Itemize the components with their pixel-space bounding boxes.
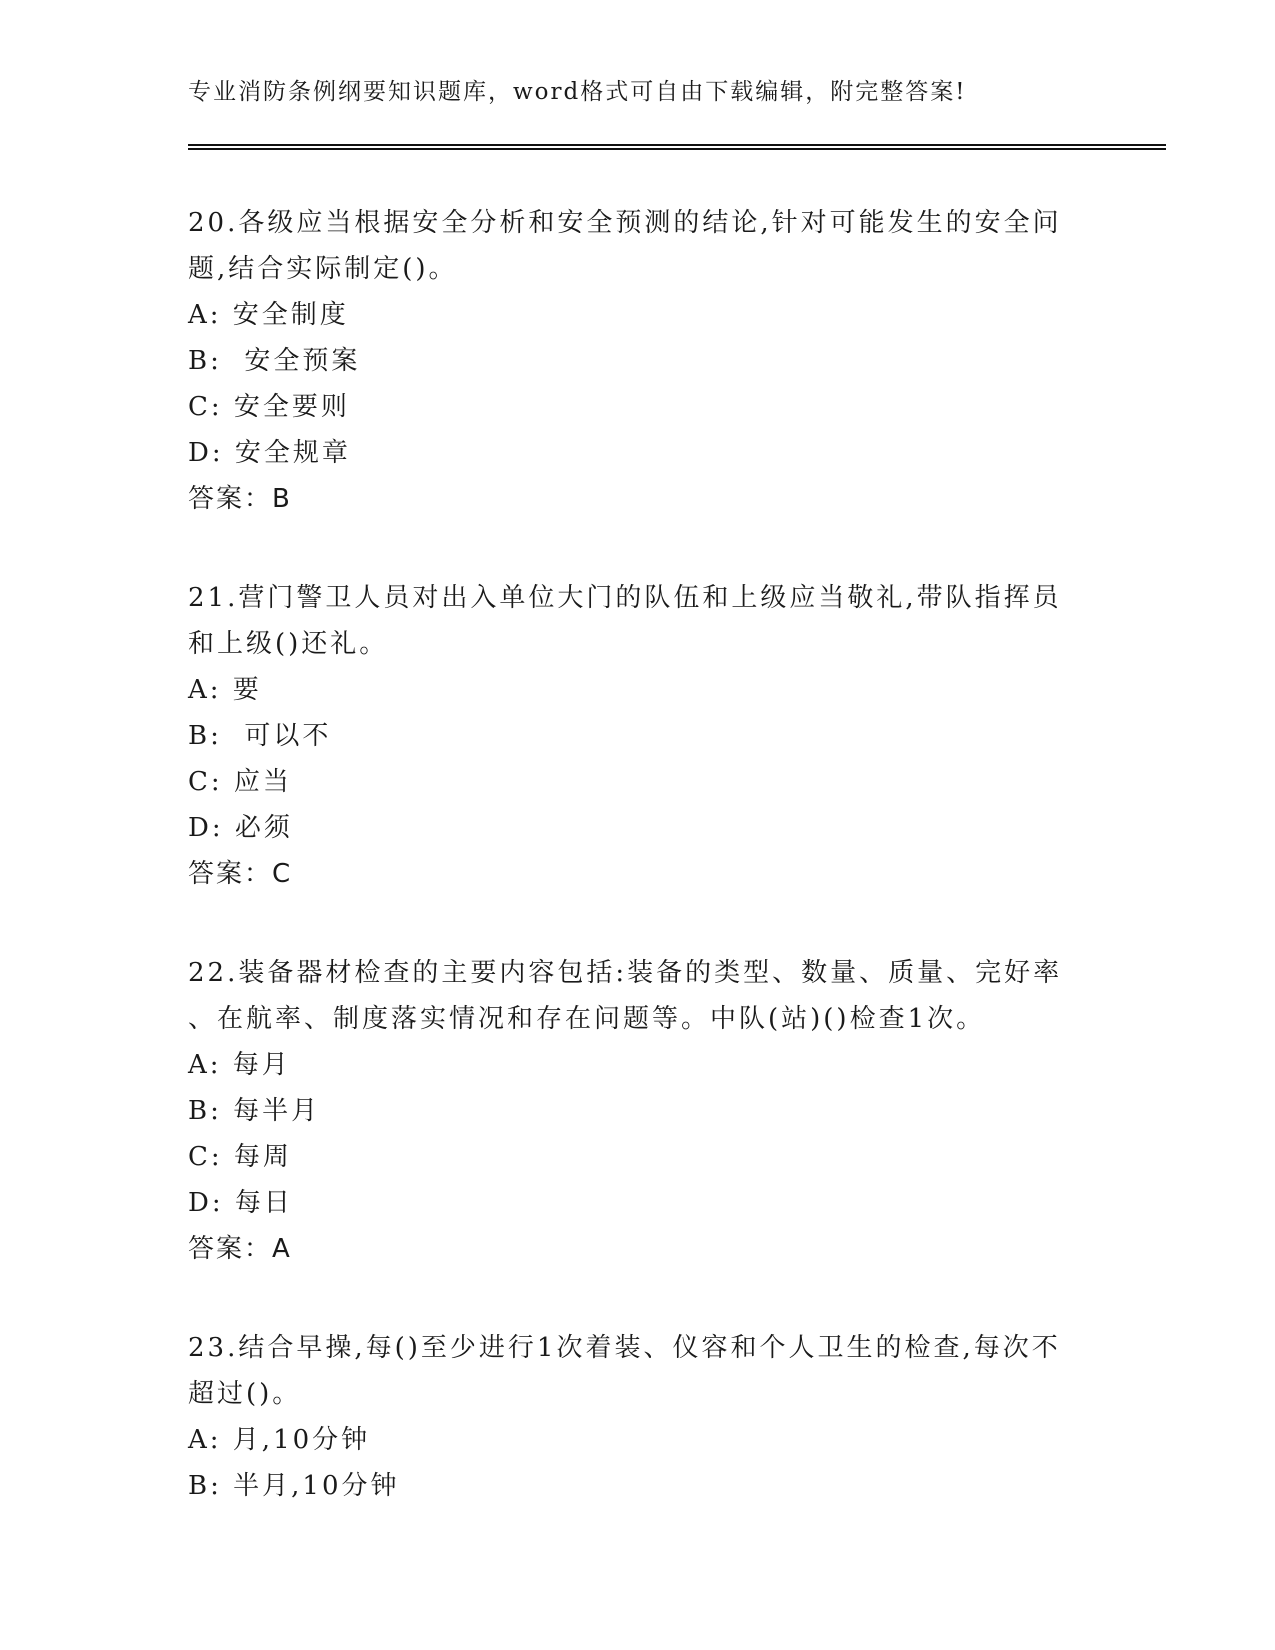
option-a: A: 月,10分钟	[188, 1425, 371, 1455]
answer: 答案：C	[188, 859, 293, 889]
option-d: D: 每日	[188, 1188, 293, 1218]
option-a: A: 要	[188, 675, 262, 705]
stem-line: 23.结合早操,每()至少进行1次着装、仪容和个人卫生的检查,每次不	[188, 1333, 1061, 1363]
question-21	[188, 575, 1088, 897]
option-d: D: 安全规章	[188, 438, 351, 468]
question-stem	[188, 200, 1088, 292]
option-c: C: 应当	[188, 767, 292, 797]
question-list	[188, 200, 1088, 1562]
question-20	[188, 200, 1088, 522]
stem-line: 21.营门警卫人员对出入单位大门的队伍和上级应当敬礼,带队指挥员	[188, 583, 1062, 613]
option-a: A: 每月	[188, 1050, 291, 1080]
question-stem	[188, 575, 1088, 667]
option-c: C: 安全要则	[188, 392, 350, 422]
option-b: B: 每半月	[188, 1096, 321, 1126]
option-d: D: 必须	[188, 813, 293, 843]
page-header: 专业消防条例纲要知识题库，word格式可自由下载编辑，附完整答案!	[188, 79, 967, 105]
question-stem	[188, 1325, 1088, 1417]
header-double-rule	[188, 144, 1166, 150]
stem-line: 超过()。	[188, 1379, 302, 1409]
answer: 答案：A	[188, 1234, 292, 1264]
option-a: A: 安全制度	[188, 300, 349, 330]
stem-line: 和上级()还礼。	[188, 629, 389, 659]
answer: 答案：B	[188, 484, 292, 514]
question-22	[188, 950, 1088, 1272]
question-23	[188, 1325, 1088, 1509]
stem-line: 、在航率、制度落实情况和存在问题等。中队(站)()检查1次。	[188, 1004, 986, 1034]
stem-line: 20.各级应当根据安全分析和安全预测的结论,针对可能发生的安全问	[188, 208, 1062, 238]
option-b: B: 可以不	[188, 721, 332, 751]
option-c: C: 每周	[188, 1142, 292, 1172]
stem-line: 题,结合实际制定()。	[188, 254, 458, 284]
option-b: B: 安全预案	[188, 346, 361, 376]
question-stem	[188, 950, 1088, 1042]
stem-line: 22.装备器材检查的主要内容包括:装备的类型、数量、质量、完好率	[188, 958, 1063, 988]
option-b: B: 半月,10分钟	[188, 1471, 400, 1501]
